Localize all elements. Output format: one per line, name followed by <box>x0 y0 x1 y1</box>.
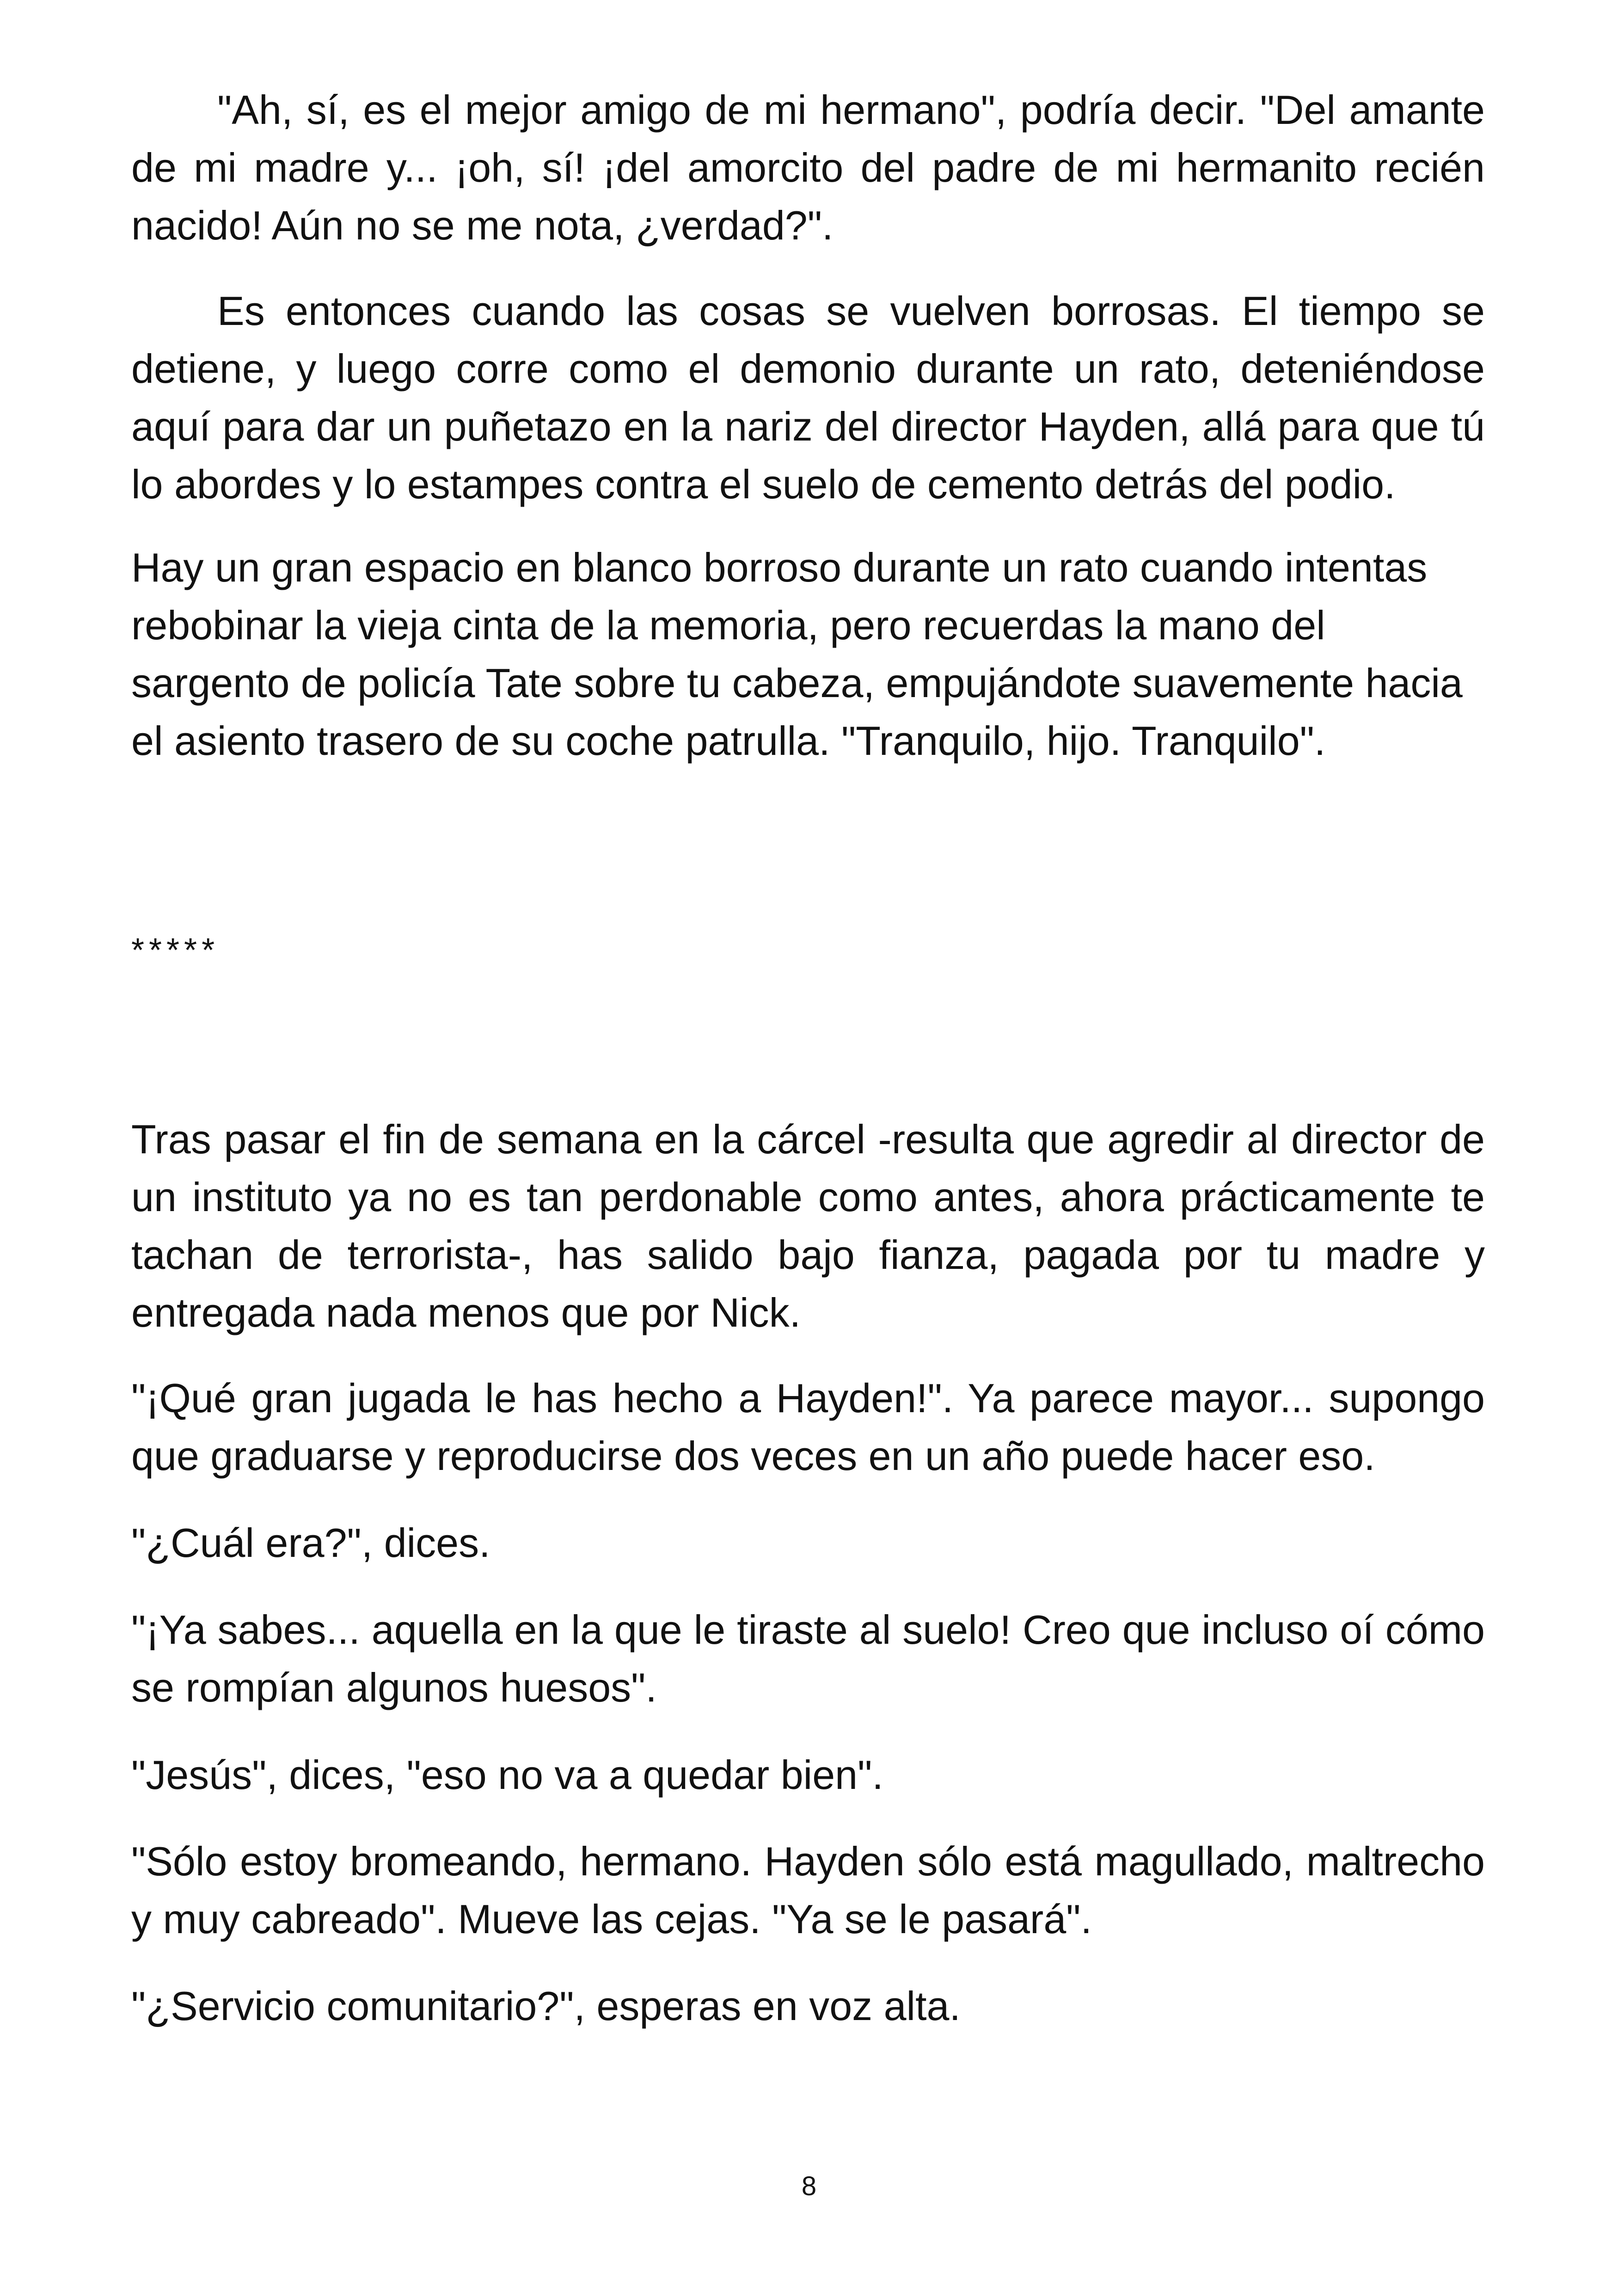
paragraph-1: "Ah, sí, es el mejor amigo de mi hermano", podría decir. "Del amante de mi madre y... ¡oh, sí! ¡del amorcito del padre de mi hermanito recién nacido! Aún no se me nota, ¿verdad?". <box>131 87 1485 248</box>
paragraph-8: "Jesús", dices, "eso no va a quedar bien". <box>131 1752 883 1798</box>
paragraph-6: "¿Cuál era?", dices. <box>131 1520 490 1566</box>
paragraph-9: "Sólo estoy bromeando, hermano. Hayden sólo está magullado, maltrecho y muy cabreado". Mueve las cejas. "Ya se le pasará". <box>131 1838 1485 1942</box>
paragraph-7: "¡Ya sabes... aquella en la que le tiraste al suelo! Creo que incluso oí cómo se rompían algunos huesos". <box>131 1607 1485 1710</box>
paragraph-10: "¿Servicio comunitario?", esperas en voz alta. <box>131 1983 961 2029</box>
paragraph-2: Es entonces cuando las cosas se vuelven borrosas. El tiempo se detiene, y luego corre como el demonio durante un rato, deteniéndose aquí para dar un puñetazo en la nariz del director Hayden, allá para que tú lo abordes y lo estampes contra el suelo de cemento detrás del podio. <box>131 288 1485 507</box>
section-separator: ***** <box>131 932 220 969</box>
paragraph-3: Hay un gran espacio en blanco borroso durante un rato cuando intentas rebobinar la vieja cinta de la memoria, pero recuerdas la mano del sargento de policía Tate sobre tu cabeza, empujándote suavemente hacia el asiento trasero de su coche patrulla. "Tranquilo, hijo. Tranquilo". <box>131 545 1463 764</box>
page-number: 8 <box>801 2171 817 2201</box>
paragraph-4: Tras pasar el fin de semana en la cárcel -resulta que agredir al director de un instituto ya no es tan perdonable como antes, ahora prácticamente te tachan de terrorista-, has salido bajo fianza, pagada por tu madre y entregada nada menos que por Nick. <box>131 1116 1485 1335</box>
paragraph-5: "¡Qué gran jugada le has hecho a Hayden!". Ya parece mayor... supongo que graduarse y reproducirse dos veces en un año puede hacer eso. <box>131 1375 1485 1479</box>
